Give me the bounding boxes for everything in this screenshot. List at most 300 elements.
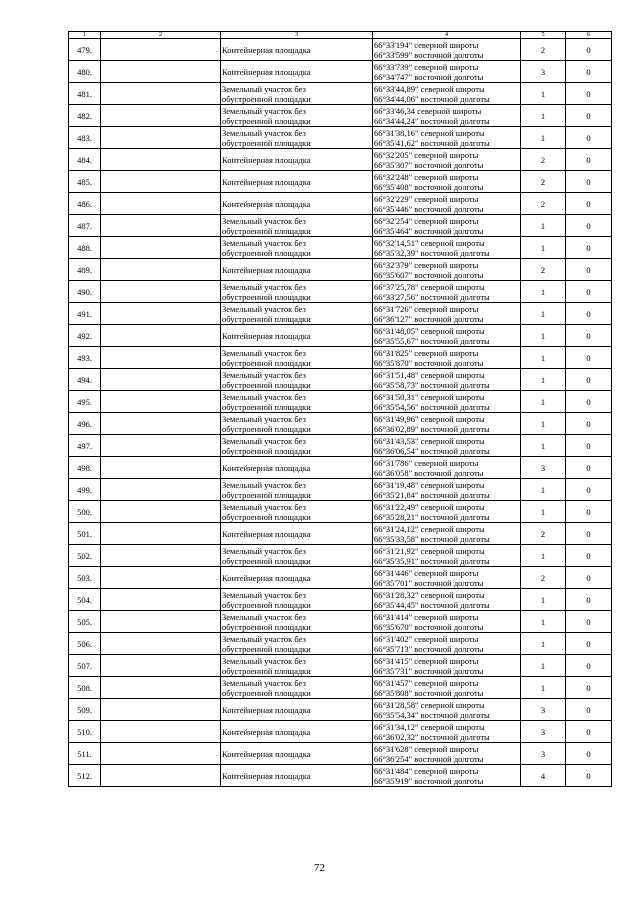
value-cell: 0: [566, 281, 612, 303]
site-type-cell: [221, 149, 373, 171]
container-count-cell: 3: [521, 721, 566, 743]
empty-cell: [101, 633, 221, 655]
site-type-line: обустроенной площадки: [222, 115, 311, 126]
empty-cell: [101, 567, 221, 589]
coordinate-line: 66°32'205" северной широты: [374, 149, 479, 160]
coordinates-cell: [373, 457, 521, 479]
coordinates-cell: [373, 171, 521, 193]
coordinate-line: 66°36'127" восточной долготы: [374, 313, 484, 324]
coordinate-line: 66°31'825" северной широты: [374, 347, 479, 358]
container-count-cell: 3: [521, 61, 566, 83]
site-type-line: Земельный участок без: [222, 391, 306, 402]
coordinate-line: 66°31'402" северной широты: [374, 633, 479, 644]
site-type-line: Контейнерная площадка: [222, 462, 311, 473]
table-row: [69, 523, 612, 545]
coordinate-line: 66°31'414" северной широты: [374, 611, 479, 622]
coordinates-cell: [373, 413, 521, 435]
row-number-cell: 493.: [69, 347, 101, 369]
container-count-cell: 1: [521, 413, 566, 435]
value-cell: 0: [566, 347, 612, 369]
container-count-cell: 1: [521, 325, 566, 347]
site-type-cell: [221, 325, 373, 347]
value-cell: 0: [566, 193, 612, 215]
site-type-line: обустроенной площадки: [222, 247, 311, 258]
table-body: [69, 32, 612, 787]
coordinates-cell: [373, 127, 521, 149]
coordinate-line: 66°32'229" северной широты: [374, 193, 479, 204]
table-row: [69, 215, 612, 237]
coordinate-line: 66°35'44,45" восточной долготы: [374, 599, 490, 610]
container-count-cell: 1: [521, 589, 566, 611]
registry-table: [68, 31, 612, 787]
coordinates-cell: [373, 655, 521, 677]
site-type-cell: [221, 39, 373, 61]
value-cell: 0: [566, 259, 612, 281]
coordinates-cell: [373, 83, 521, 105]
coordinates-cell: [373, 369, 521, 391]
coordinate-line: 66°31'34,12" северной широты: [374, 721, 485, 732]
row-number-cell: 500.: [69, 501, 101, 523]
value-cell: 0: [566, 765, 612, 787]
row-number-cell: 490.: [69, 281, 101, 303]
coordinate-line: 66°33'44,89" северной широты: [374, 83, 485, 94]
row-number-cell: 510.: [69, 721, 101, 743]
row-number-cell: 512.: [69, 765, 101, 787]
site-type-cell: [221, 303, 373, 325]
site-type-cell: [221, 655, 373, 677]
table-row: [69, 149, 612, 171]
site-type-cell: [221, 193, 373, 215]
table-row: [69, 655, 612, 677]
empty-cell: [101, 655, 221, 677]
coordinate-line: 66°37'25,78" северной широты: [374, 281, 485, 292]
site-type-line: обустроенной площадки: [222, 379, 311, 390]
coordinates-cell: [373, 677, 521, 699]
coordinates-cell: [373, 765, 521, 787]
table-row: [69, 259, 612, 281]
container-count-cell: 2: [521, 523, 566, 545]
coordinate-line: 66°35'919" восточной долготы: [374, 775, 484, 786]
empty-cell: [101, 303, 221, 325]
table-row: [69, 567, 612, 589]
coordinate-line: 66°34'747" восточной долготы: [374, 71, 484, 82]
coordinate-line: 66°31'628" северной широты: [374, 743, 479, 754]
coordinates-cell: [373, 193, 521, 215]
container-count-cell: 1: [521, 391, 566, 413]
site-type-cell: [221, 435, 373, 457]
coordinate-line: 66°32'254" северной широты: [374, 215, 479, 226]
coordinate-line: 66°35'713" восточной долготы: [374, 643, 484, 654]
site-type-cell: [221, 369, 373, 391]
value-cell: 0: [566, 303, 612, 325]
site-type-line: Контейнерная площадка: [222, 154, 311, 165]
coordinate-line: 66°31'28,58" северной широты: [374, 699, 485, 710]
table-row: [69, 457, 612, 479]
row-number-cell: 494.: [69, 369, 101, 391]
coordinate-line: 66°36'02,89" восточной долготы: [374, 423, 490, 434]
container-count-cell: 1: [521, 545, 566, 567]
coordinate-line: 66°31'48,05" северной широты: [374, 325, 485, 336]
coordinate-line: 66°35'41,62" восточной долготы: [374, 137, 490, 148]
row-number-cell: 504.: [69, 589, 101, 611]
coordinate-line: 66°31'446" северной широты: [374, 567, 479, 578]
value-cell: 0: [566, 545, 612, 567]
value-cell: 0: [566, 369, 612, 391]
container-count-cell: 1: [521, 611, 566, 633]
site-type-line: Контейнерная площадка: [222, 770, 311, 781]
site-type-cell: [221, 479, 373, 501]
site-type-line: Земельный участок без: [222, 545, 306, 556]
value-cell: 0: [566, 699, 612, 721]
value-cell: 0: [566, 83, 612, 105]
site-type-line: Земельный участок без: [222, 677, 306, 688]
coordinate-line: 66°35'55,67" восточной долготы: [374, 335, 490, 346]
coordinates-cell: [373, 303, 521, 325]
site-type-line: Земельный участок без: [222, 347, 306, 358]
empty-cell: [101, 699, 221, 721]
empty-cell: [101, 61, 221, 83]
container-count-cell: 3: [521, 699, 566, 721]
site-type-cell: [221, 699, 373, 721]
coordinate-line: 66°35'28,21" восточной долготы: [374, 511, 490, 522]
site-type-line: обустроенной площадки: [222, 445, 311, 456]
coordinate-line: 66°33'194" северной широты: [374, 39, 479, 50]
coordinate-line: 66°34'44,06" восточной долготы: [374, 93, 490, 104]
value-cell: 0: [566, 501, 612, 523]
container-count-cell: 2: [521, 39, 566, 61]
coordinate-line: 66°36'058" восточной долготы: [374, 467, 484, 478]
site-type-line: обустроенной площадки: [222, 665, 311, 676]
value-cell: 0: [566, 435, 612, 457]
empty-cell: [101, 479, 221, 501]
coordinates-cell: [373, 611, 521, 633]
table-row: [69, 545, 612, 567]
coordinate-line: 66°35'446" восточной долготы: [374, 203, 484, 214]
site-type-line: Земельный участок без: [222, 501, 306, 512]
coordinate-line: 66°33'599" восточной долготы: [374, 49, 484, 60]
column-number-3: 3: [221, 32, 373, 39]
row-number-cell: 497.: [69, 435, 101, 457]
column-number-5: 5: [521, 32, 566, 39]
container-count-cell: 1: [521, 303, 566, 325]
empty-cell: [101, 281, 221, 303]
container-count-cell: 1: [521, 479, 566, 501]
site-type-line: обустроенной площадки: [222, 621, 311, 632]
value-cell: 0: [566, 743, 612, 765]
site-type-line: Земельный участок без: [222, 105, 306, 116]
site-type-line: Контейнерная площадка: [222, 330, 311, 341]
coordinates-cell: [373, 105, 521, 127]
empty-cell: [101, 325, 221, 347]
coordinate-line: 66°31'22,49" северной широты: [374, 501, 485, 512]
coordinate-line: 66°31'38,16" северной широты: [374, 127, 485, 138]
empty-cell: [101, 765, 221, 787]
value-cell: 0: [566, 589, 612, 611]
coordinates-cell: [373, 523, 521, 545]
coordinates-cell: [373, 149, 521, 171]
coordinate-line: 66°35'731" восточной долготы: [374, 665, 484, 676]
container-count-cell: 2: [521, 567, 566, 589]
empty-cell: [101, 83, 221, 105]
table-row: [69, 413, 612, 435]
empty-cell: [101, 435, 221, 457]
site-type-cell: [221, 105, 373, 127]
coordinate-line: 66°35'21,84" восточной долготы: [374, 489, 490, 500]
coordinate-line: 66°35'701" восточной долготы: [374, 577, 484, 588]
coordinate-line: 66°32'248" северной широты: [374, 171, 479, 182]
empty-cell: [101, 149, 221, 171]
row-number-cell: 480.: [69, 61, 101, 83]
site-type-cell: [221, 457, 373, 479]
coordinate-line: 66°31'415" северной широты: [374, 655, 479, 666]
site-type-line: Контейнерная площадка: [222, 44, 311, 55]
row-number-cell: 479.: [69, 39, 101, 61]
empty-cell: [101, 39, 221, 61]
table-row: [69, 303, 612, 325]
row-number-cell: 503.: [69, 567, 101, 589]
site-type-cell: [221, 765, 373, 787]
empty-cell: [101, 369, 221, 391]
value-cell: 0: [566, 677, 612, 699]
site-type-cell: [221, 721, 373, 743]
container-count-cell: 2: [521, 259, 566, 281]
coordinate-line: 66°35'408" восточной долготы: [374, 181, 484, 192]
coordinate-line: 66°32'379" северной широты: [374, 259, 479, 270]
coordinate-line: 66°35'35,91" восточной долготы: [374, 555, 490, 566]
table-row: [69, 479, 612, 501]
site-type-line: обустроенной площадки: [222, 687, 311, 698]
coordinates-cell: [373, 567, 521, 589]
coordinate-line: 66°35'32,39" восточной долготы: [374, 247, 490, 258]
row-number-cell: 498.: [69, 457, 101, 479]
site-type-line: обустроенной площадки: [222, 401, 311, 412]
empty-cell: [101, 501, 221, 523]
site-type-line: обустроенной площадки: [222, 225, 311, 236]
coordinates-cell: [373, 391, 521, 413]
row-number-cell: 487.: [69, 215, 101, 237]
value-cell: 0: [566, 567, 612, 589]
container-count-cell: 1: [521, 655, 566, 677]
site-type-cell: [221, 127, 373, 149]
container-count-cell: 1: [521, 369, 566, 391]
value-cell: 0: [566, 39, 612, 61]
table-row: [69, 127, 612, 149]
site-type-cell: [221, 83, 373, 105]
site-type-line: Земельный участок без: [222, 127, 306, 138]
site-type-cell: [221, 171, 373, 193]
container-count-cell: 2: [521, 193, 566, 215]
value-cell: 0: [566, 391, 612, 413]
row-number-cell: 499.: [69, 479, 101, 501]
value-cell: 0: [566, 611, 612, 633]
site-type-line: Земельный участок без: [222, 303, 306, 314]
coordinate-line: 66°31'50,31" северной широты: [374, 391, 485, 402]
site-type-line: Контейнерная площадка: [222, 572, 311, 583]
coordinates-cell: [373, 39, 521, 61]
row-number-cell: 502.: [69, 545, 101, 567]
coordinate-line: 66°31'484" северной широты: [374, 765, 479, 776]
column-number-4: 4: [373, 32, 521, 39]
coordinate-line: 66°32'14,51" северной широты: [374, 237, 485, 248]
site-type-line: обустроенной площадки: [222, 423, 311, 434]
site-type-cell: [221, 501, 373, 523]
coordinate-line: 66°31'19,48" северной широты: [374, 479, 485, 490]
empty-cell: [101, 127, 221, 149]
site-type-line: Земельный участок без: [222, 589, 306, 600]
table-row: [69, 39, 612, 61]
site-type-cell: [221, 545, 373, 567]
coordinates-cell: [373, 237, 521, 259]
site-type-cell: [221, 61, 373, 83]
value-cell: 0: [566, 457, 612, 479]
row-number-cell: 511.: [69, 743, 101, 765]
coordinate-line: 66°35'54,34" восточной долготы: [374, 709, 490, 720]
coordinate-line: 66°35'307" восточной долготы: [374, 159, 484, 170]
row-number-cell: 485.: [69, 171, 101, 193]
site-type-cell: [221, 413, 373, 435]
empty-cell: [101, 589, 221, 611]
container-count-cell: 1: [521, 83, 566, 105]
coordinates-cell: [373, 589, 521, 611]
site-type-line: Контейнерная площадка: [222, 704, 311, 715]
empty-cell: [101, 413, 221, 435]
value-cell: 0: [566, 479, 612, 501]
column-number-header-row: [69, 32, 612, 39]
table-row: [69, 611, 612, 633]
value-cell: 0: [566, 149, 612, 171]
site-type-line: обустроенной площадки: [222, 93, 311, 104]
site-type-line: обустроенной площадки: [222, 511, 311, 522]
row-number-cell: 501.: [69, 523, 101, 545]
row-number-cell: 509.: [69, 699, 101, 721]
empty-cell: [101, 259, 221, 281]
site-type-cell: [221, 237, 373, 259]
site-type-line: Контейнерная площадка: [222, 264, 311, 275]
empty-cell: [101, 545, 221, 567]
empty-cell: [101, 105, 221, 127]
row-number-cell: 486.: [69, 193, 101, 215]
site-type-cell: [221, 259, 373, 281]
coordinates-cell: [373, 325, 521, 347]
value-cell: 0: [566, 325, 612, 347]
container-count-cell: 1: [521, 501, 566, 523]
coordinate-line: 66°31'43,53" северной широты: [374, 435, 485, 446]
empty-cell: [101, 171, 221, 193]
site-type-cell: [221, 589, 373, 611]
value-cell: 0: [566, 215, 612, 237]
site-type-cell: [221, 677, 373, 699]
value-cell: 0: [566, 237, 612, 259]
column-number-6: 6: [566, 32, 612, 39]
table-row: [69, 61, 612, 83]
row-number-cell: 492.: [69, 325, 101, 347]
coordinate-line: 66°36'06,54" восточной долготы: [374, 445, 490, 456]
row-number-cell: 496.: [69, 413, 101, 435]
coordinates-cell: [373, 61, 521, 83]
coordinate-line: 66°35'58,73" восточной долготы: [374, 379, 490, 390]
row-number-cell: 489.: [69, 259, 101, 281]
empty-cell: [101, 721, 221, 743]
site-type-cell: [221, 391, 373, 413]
empty-cell: [101, 391, 221, 413]
row-number-cell: 488.: [69, 237, 101, 259]
coordinates-cell: [373, 721, 521, 743]
coordinates-cell: [373, 743, 521, 765]
coordinate-line: 66°35'464" восточной долготы: [374, 225, 484, 236]
site-type-cell: [221, 215, 373, 237]
table-row: [69, 325, 612, 347]
coordinates-cell: [373, 633, 521, 655]
table-row: [69, 171, 612, 193]
table-row: [69, 435, 612, 457]
value-cell: 0: [566, 105, 612, 127]
empty-cell: [101, 457, 221, 479]
value-cell: 0: [566, 633, 612, 655]
coordinates-cell: [373, 479, 521, 501]
container-count-cell: 1: [521, 281, 566, 303]
value-cell: 0: [566, 721, 612, 743]
table-row: [69, 83, 612, 105]
container-count-cell: 3: [521, 457, 566, 479]
empty-cell: [101, 743, 221, 765]
table-row: [69, 589, 612, 611]
coordinate-line: 66°31'726" северной широты: [374, 303, 479, 314]
site-type-line: обустроенной площадки: [222, 137, 311, 148]
table-row: [69, 237, 612, 259]
site-type-line: Земельный участок без: [222, 435, 306, 446]
coordinate-line: 66°31'786" северной широты: [374, 457, 479, 468]
coordinate-line: 66°31'21,92" северной широты: [374, 545, 485, 556]
site-type-cell: [221, 633, 373, 655]
container-count-cell: 1: [521, 215, 566, 237]
coordinates-cell: [373, 347, 521, 369]
coordinate-line: 66°35'870" восточной долготы: [374, 357, 484, 368]
table-row: [69, 281, 612, 303]
table-row: [69, 391, 612, 413]
coordinate-line: 66°34'44,24" восточной долготы: [374, 115, 490, 126]
empty-cell: [101, 677, 221, 699]
site-type-line: Земельный участок без: [222, 237, 306, 248]
coordinate-line: 66°35'33,58" восточной долготы: [374, 533, 490, 544]
coordinates-cell: [373, 281, 521, 303]
container-count-cell: 1: [521, 127, 566, 149]
site-type-line: обустроенной площадки: [222, 291, 311, 302]
value-cell: 0: [566, 523, 612, 545]
empty-cell: [101, 611, 221, 633]
container-count-cell: 1: [521, 633, 566, 655]
site-type-line: обустроенной площадки: [222, 313, 311, 324]
site-type-line: обустроенной площадки: [222, 555, 311, 566]
site-type-cell: [221, 347, 373, 369]
container-count-cell: 1: [521, 435, 566, 457]
coordinate-line: 66°36'02,32" восточной долготы: [374, 731, 490, 742]
value-cell: 0: [566, 171, 612, 193]
site-type-line: Земельный участок без: [222, 633, 306, 644]
site-type-cell: [221, 523, 373, 545]
table-row: [69, 501, 612, 523]
site-type-line: Контейнерная площадка: [222, 198, 311, 209]
coordinate-line: 66°31'28,32" северной широты: [374, 589, 485, 600]
site-type-cell: [221, 611, 373, 633]
value-cell: 0: [566, 127, 612, 149]
site-type-line: обустроенной площадки: [222, 599, 311, 610]
empty-cell: [101, 193, 221, 215]
empty-cell: [101, 237, 221, 259]
site-type-line: Земельный участок без: [222, 83, 306, 94]
container-count-cell: 1: [521, 677, 566, 699]
container-count-cell: 2: [521, 149, 566, 171]
page-number: 72: [314, 862, 325, 874]
